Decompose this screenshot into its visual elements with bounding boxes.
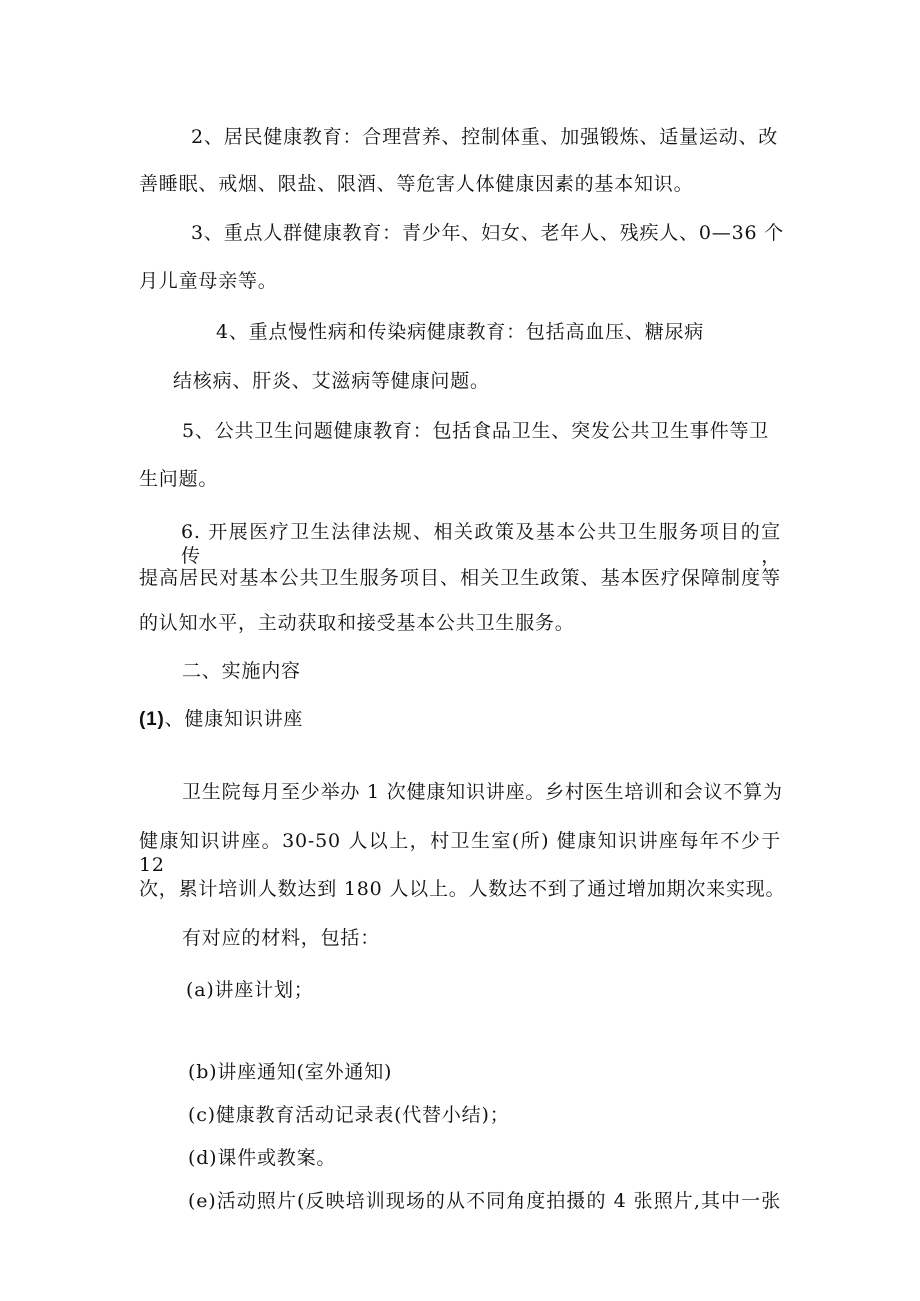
item-3-line-1: 3、重点人群健康教育：青少年、妇女、老年人、残疾人、0—36 个 [191, 222, 784, 244]
materials-intro: 有对应的材料，包括： [182, 927, 381, 949]
materials-item-d: (d)课件或教案。 [188, 1147, 337, 1169]
paragraph-line-1: 卫生院每月至少举办 1 次健康知识讲座。乡村医生培训和会议不算为 [182, 781, 783, 803]
item-4-line-1: 4、重点慢性病和传染病健康教育：包括高血压、糖尿病 [216, 321, 705, 343]
materials-item-b: (b)讲座通知(室外通知) [188, 1061, 393, 1083]
subheading-text: 、健康知识讲座 [164, 708, 304, 730]
subheading [139, 707, 303, 732]
item-2-line-1: 2、居民健康教育：合理营养、控制体重、加强锻炼、适量运动、改 [191, 126, 779, 148]
item-2-line-2: 善睡眠、戒烟、限盐、限酒、等危害人体健康因素的基本知识。 [139, 173, 694, 195]
paragraph-line-2: 健康知识讲座。30-50 人以上，村卫生室(所) 健康知识讲座每年不少于 12 [139, 830, 781, 876]
section-heading: 二、实施内容 [182, 660, 301, 682]
item-6-line-3: 的认知水平，主动获取和接受基本公共卫生服务。 [139, 612, 575, 634]
materials-item-c: (c)健康教育活动记录表(代替小结)； [188, 1104, 510, 1126]
materials-item-e: (e)活动照片(反映培训现场的从不同角度拍摄的 4 张照片,其中一张 [188, 1190, 781, 1212]
item-5-line-1: 5、公共卫生问题健康教育：包括食品卫生、突发公共卫生事件等卫 [182, 420, 770, 442]
item-6-line-1: 6. 开展医疗卫生法律法规、相关政策及基本公共卫生服务项目的宣传， [181, 521, 781, 567]
materials-item-a: (a)讲座计划； [186, 979, 314, 1001]
item-4-line-2: 结核病、肝炎、艾滋病等健康问题。 [173, 370, 490, 392]
item-6-line-2: 提高居民对基本公共卫生服务项目、相关卫生政策、基本医疗保障制度等 [139, 567, 781, 589]
item-3-line-2: 月儿童母亲等。 [139, 270, 278, 292]
subheading-number: (1) [139, 709, 165, 730]
paragraph-line-3: 次，累计培训人数达到 180 人以上。人数达不到了通过增加期次来实现。 [139, 878, 786, 900]
item-5-line-2: 生问题。 [139, 468, 219, 490]
